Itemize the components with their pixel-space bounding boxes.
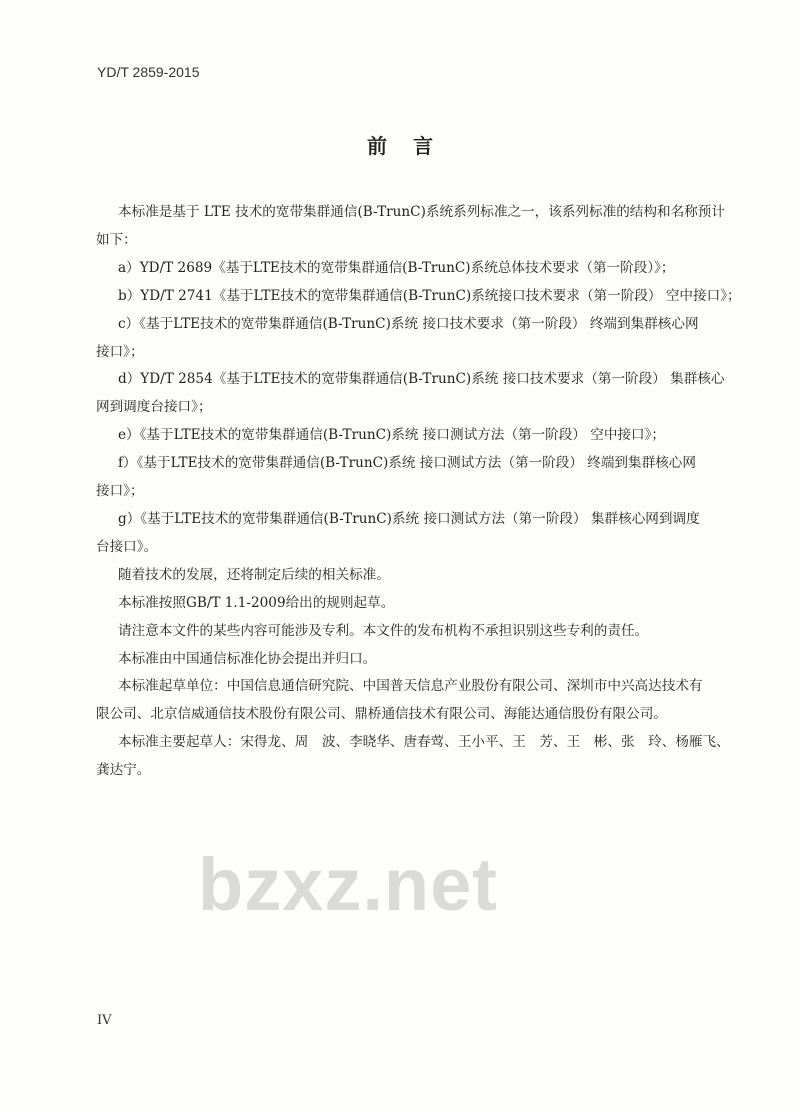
paragraph (96, 646, 718, 674)
text-line: b）YD/T 2741《基于LTE技术的宽带集群通信(B-TrunC)系统接口技术要求（第一阶段） 空中接口》； (118, 287, 741, 304)
document-number-header: YD/T 2859-2015 (97, 64, 200, 80)
paragraph (96, 729, 730, 785)
watermark: bzxz.net (198, 843, 498, 926)
text-line: g）《基于LTE技术的宽带集群通信(B-TrunC)系统 接口测试方法（第一阶段） 集群核心网到调度 (118, 510, 700, 527)
text-line: f）《基于LTE技术的宽带集群通信(B-TrunC)系统 接口测试方法（第一阶段） 终端到集群核心网 (118, 455, 696, 472)
text-line: 请注意本文件的某些内容可能涉及专利。本文件的发布机构不承担识别这些专利的责任。 (118, 622, 649, 639)
text-line: c）《基于LTE技术的宽带集群通信(B-TrunC)系统 接口技术要求（第一阶段） 终端到集群核心网 (118, 315, 699, 332)
section-title: 前言 (367, 134, 459, 158)
text-line: 接口》； (96, 483, 144, 500)
paragraph (96, 199, 725, 255)
text-line: 网到调度台接口》； (96, 399, 212, 416)
paragraph (96, 311, 718, 367)
page-number: IV (97, 1013, 112, 1028)
text-line: 接口》； (96, 343, 144, 360)
text-line: 本标准是基于 LTE 技术的宽带集群通信(B-TrunC)系统系列标准之一，该系列标准的结构和名称预计 (118, 204, 725, 220)
text-line: 随着技术的发展，还将制定后续的相关标准。 (118, 566, 390, 583)
paragraph (96, 562, 718, 590)
paragraph (96, 283, 741, 311)
text-line: 如下： (96, 231, 137, 248)
paragraph (96, 255, 718, 283)
paragraph (96, 506, 718, 562)
text-line: 限公司、北京信威通信技术股份有限公司、鼎桥通信技术有限公司、海能达通信股份有限公司。 (96, 706, 667, 723)
foreword-body (96, 199, 741, 785)
text-line: e）《基于LTE技术的宽带集群通信(B-TrunC)系统 接口测试方法（第一阶段） 空中接口》； (118, 427, 666, 444)
paragraph (96, 618, 718, 646)
paragraph (96, 366, 725, 422)
paragraph (96, 450, 718, 506)
paragraph (96, 673, 718, 729)
paragraph (96, 590, 718, 618)
text-line: 龚达宁。 (96, 762, 151, 779)
text-line: 本标准主要起草人：宋得龙、周 波、李晓华、唐春莺、王小平、王 芳、王 彬、张 玲、杨雁飞、 (118, 734, 730, 751)
paragraph (96, 422, 718, 450)
text-line: 本标准由中国通信标准化协会提出并归口。 (118, 650, 377, 667)
text-line: 本标准起草单位：中国信息通信研究院、中国普天信息产业股份有限公司、深圳市中兴高达技术有 (118, 678, 703, 695)
text-line: a）YD/T 2689《基于LTE技术的宽带集群通信(B-TrunC)系统总体技术要求（第一阶段）》； (118, 259, 675, 276)
text-line: d）YD/T 2854《基于LTE技术的宽带集群通信(B-TrunC)系统 接口技术要求（第一阶段） 集群核心 (118, 371, 725, 388)
text-line: 本标准按照GB/T 1.1-2009给出的规则起草。 (118, 594, 395, 611)
text-line: 台接口》。 (96, 538, 158, 555)
